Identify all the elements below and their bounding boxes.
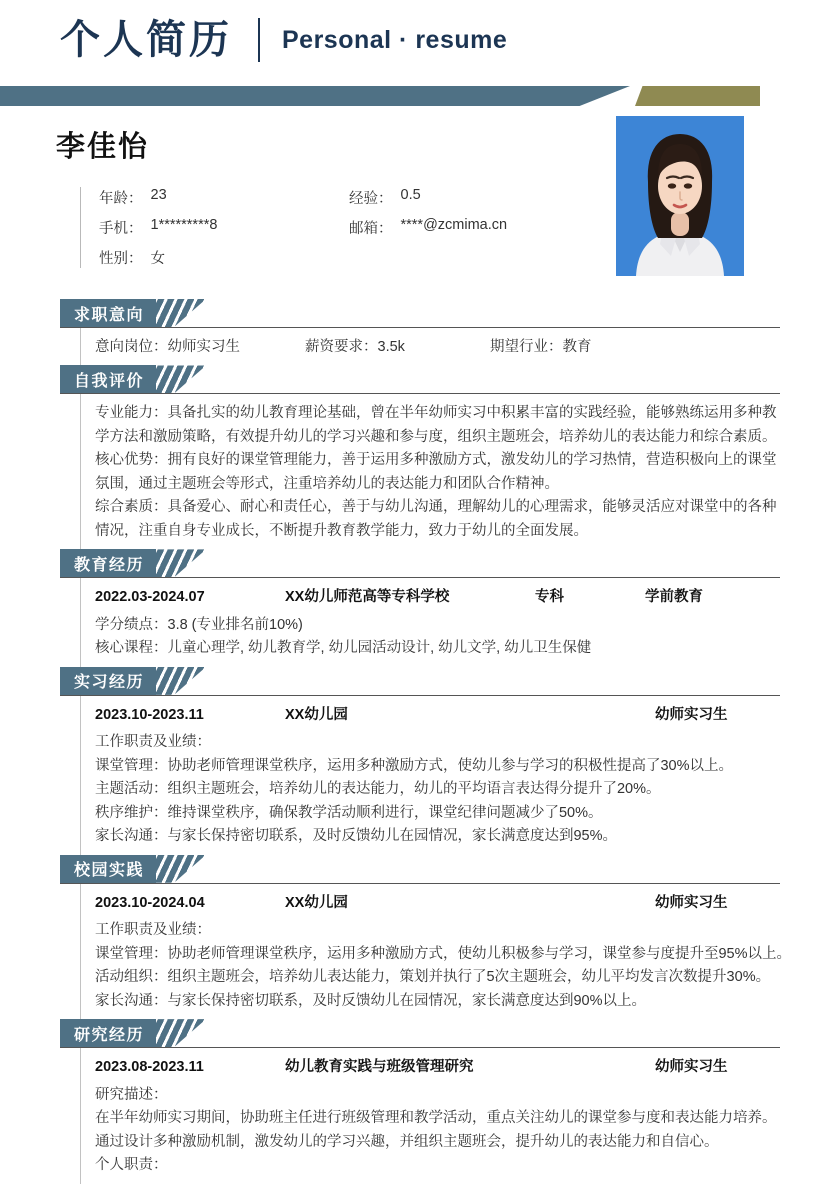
info-value: 0.5 [400, 187, 421, 203]
section-content [80, 393, 785, 549]
info-separator: ： [128, 251, 143, 267]
section-job-intent [0, 299, 820, 365]
section-tail-stripes-icon [148, 299, 206, 327]
internship-role: 幼师实习生 [655, 706, 728, 723]
info-label: 经验 [349, 191, 378, 207]
title-divider [258, 18, 260, 62]
education-entry-header [95, 586, 785, 609]
info-value: 23 [150, 187, 167, 203]
section-header [60, 549, 770, 577]
campus-entry-header [95, 892, 785, 915]
value: 教育 [562, 339, 592, 355]
person-name: 李佳怡 [56, 131, 150, 163]
info-label: 性别 [99, 251, 128, 267]
education-detail-line: 学分绩点：3.8 (专业排名前10%) [95, 616, 303, 633]
internship-company: XX幼儿园 [285, 706, 348, 723]
section-header [60, 299, 770, 327]
info-label: 手机 [99, 221, 128, 237]
education-degree: 专科 [535, 589, 564, 606]
education-detail-line: 核心课程：儿童心理学, 幼儿教育学, 幼儿园活动设计, 幼儿文学, 幼儿卫生保健 [95, 640, 592, 657]
internship-detail-line: 工作职责及业绩： [95, 734, 211, 751]
section-self-evaluation [0, 365, 820, 549]
research-topic: 幼儿教育实践与班级管理研究 [285, 1059, 474, 1076]
info-value: 1*********8 [150, 217, 218, 233]
section-tail-stripes-icon [148, 855, 206, 883]
value: 幼师实习生 [167, 339, 240, 355]
campus-company: XX幼儿园 [285, 894, 348, 911]
research-entry-header [95, 1056, 785, 1079]
banner-bar [0, 86, 820, 106]
info-field-email [349, 217, 569, 238]
section-rule [60, 1047, 780, 1048]
section-tail-stripes-icon [148, 549, 206, 577]
page-title-cn: 个人简历 [60, 18, 232, 62]
info-separator: ： [378, 191, 393, 207]
info-field-gender [99, 247, 349, 268]
contact-info-grid [80, 187, 569, 268]
section-tail-stripes-icon [148, 1019, 206, 1047]
job-intent-salary [305, 336, 490, 359]
internship-detail-line: 主题活动：组织主题班会，培养幼儿的表达能力，幼儿的平均语言表达得分提升了20%。 [95, 781, 661, 798]
section-rule [60, 695, 780, 696]
section-title-education: 教育经历 [60, 549, 156, 577]
self-eval-paragraph: 核心优势：拥有良好的课堂管理能力，善于运用多种激励方式，激发幼儿的学习热情，营造积极向上的课堂氛围，通过主题班会等形式，注重培养幼儿的表达能力和团队合作精神。 [95, 452, 777, 492]
section-header [60, 667, 770, 695]
job-intent-industry [490, 336, 592, 359]
info-field-phone [99, 217, 349, 238]
campus-detail-line: 课堂管理：协助老师管理课堂秩序，运用多种激励方式，使幼儿积极参与学习，课堂参与度提升至95%以上。 [95, 945, 792, 962]
education-school: XX幼儿师范高等专科学校 [285, 589, 450, 606]
job-intent-position [95, 336, 305, 359]
research-date: 2023.08-2023.11 [95, 1059, 204, 1076]
section-internship [0, 667, 820, 855]
section-content [80, 695, 785, 855]
info-separator: ： [378, 221, 393, 237]
campus-date: 2023.10-2024.04 [95, 894, 205, 911]
internship-entry-header [95, 704, 785, 727]
section-title-campus-practice: 校园实践 [60, 855, 156, 883]
internship-detail-line: 家长沟通：与家长保持密切联系，及时反馈幼儿在园情况，家长满意度达到95%。 [95, 828, 618, 845]
section-header [60, 365, 770, 393]
banner-accent-segment [635, 86, 760, 106]
banner-primary-segment [0, 86, 630, 106]
section-content [80, 883, 792, 1019]
section-content [80, 577, 785, 666]
campus-role: 幼师实习生 [655, 894, 728, 911]
page-title-en: Personal · resume [282, 25, 508, 54]
section-header [60, 1019, 770, 1047]
campus-detail-line: 工作职责及业绩： [95, 922, 211, 939]
section-rule [60, 883, 780, 884]
research-detail-line: 研究描述： [95, 1086, 168, 1103]
internship-detail-line: 秩序维护：维持课堂秩序，确保教学活动顺利进行，课堂纪律问题减少了50%。 [95, 804, 603, 821]
section-rule [60, 327, 780, 328]
label: 期望行业： [490, 339, 563, 355]
info-label: 年龄 [99, 191, 128, 207]
section-title-research: 研究经历 [60, 1019, 156, 1047]
info-field-age [99, 187, 349, 208]
self-eval-paragraph: 专业能力：具备扎实的幼儿教育理论基础，曾在半年幼师实习中积累丰富的实践经验，能够熟练运用多种教学方法和激励策略，有效提升幼儿的学习兴趣和参与度，组织主题班会，培养幼儿的表达能力和综合素质。 [95, 405, 777, 445]
section-header [60, 855, 770, 883]
section-rule [60, 393, 780, 394]
info-field-experience [349, 187, 569, 208]
section-campus-practice [0, 855, 820, 1019]
internship-detail-line: 课堂管理：协助老师管理课堂秩序，运用多种激励方式，使幼儿参与学习的积极性提高了30%以上。 [95, 757, 734, 774]
info-label: 邮箱 [349, 221, 378, 237]
section-content [80, 1047, 785, 1183]
section-tail-stripes-icon [148, 365, 206, 393]
section-title-job-intent: 求职意向 [60, 299, 156, 327]
label: 薪资要求： [305, 339, 378, 355]
research-role: 幼师实习生 [655, 1059, 728, 1076]
campus-detail-line: 活动组织：组织主题班会，培养幼儿表达能力，策划并执行了5次主题班会，幼儿平均发言次数提升30%。 [95, 969, 771, 986]
identity-block [0, 106, 820, 299]
section-rule [60, 577, 780, 578]
section-title-self-evaluation: 自我评价 [60, 365, 156, 393]
job-intent-row [95, 336, 785, 359]
section-education [0, 549, 820, 666]
education-date: 2022.03-2024.07 [95, 589, 205, 606]
research-detail-line: 个人职责： [95, 1157, 168, 1174]
section-title-internship: 实习经历 [60, 667, 156, 695]
internship-date: 2023.10-2023.11 [95, 706, 204, 723]
section-research [0, 1019, 820, 1183]
section-tail-stripes-icon [148, 667, 206, 695]
self-eval-paragraph: 综合素质：具备爱心、耐心和责任心，善于与幼儿沟通，理解幼儿的心理需求，能够灵活应对课堂中的各种情况，注重自身专业成长，不断提升教育教学能力，致力于幼儿的全面发展。 [95, 499, 777, 539]
profile-photo-illustration [616, 116, 744, 276]
info-separator: ： [128, 221, 143, 237]
label: 意向岗位： [95, 339, 168, 355]
campus-detail-line: 家长沟通：与家长保持密切联系，及时反馈幼儿在园情况，家长满意度达到90%以上。 [95, 992, 647, 1009]
info-value: 女 [150, 251, 165, 267]
research-detail-line: 在半年幼师实习期间，协助班主任进行班级管理和教学活动，重点关注幼儿的课堂参与度和表达能力培养。通过设计多种激励机制，激发幼儿的学习兴趣，并组织主题班会，提升幼儿的表达能力和自信心。 [95, 1110, 777, 1150]
section-content [80, 327, 785, 365]
value: 3.5k [377, 339, 405, 355]
info-separator: ： [128, 191, 143, 207]
education-major: 学前教育 [645, 589, 703, 606]
info-value: ****@zcmima.cn [400, 217, 508, 233]
masthead [0, 0, 820, 86]
profile-photo [616, 116, 744, 276]
